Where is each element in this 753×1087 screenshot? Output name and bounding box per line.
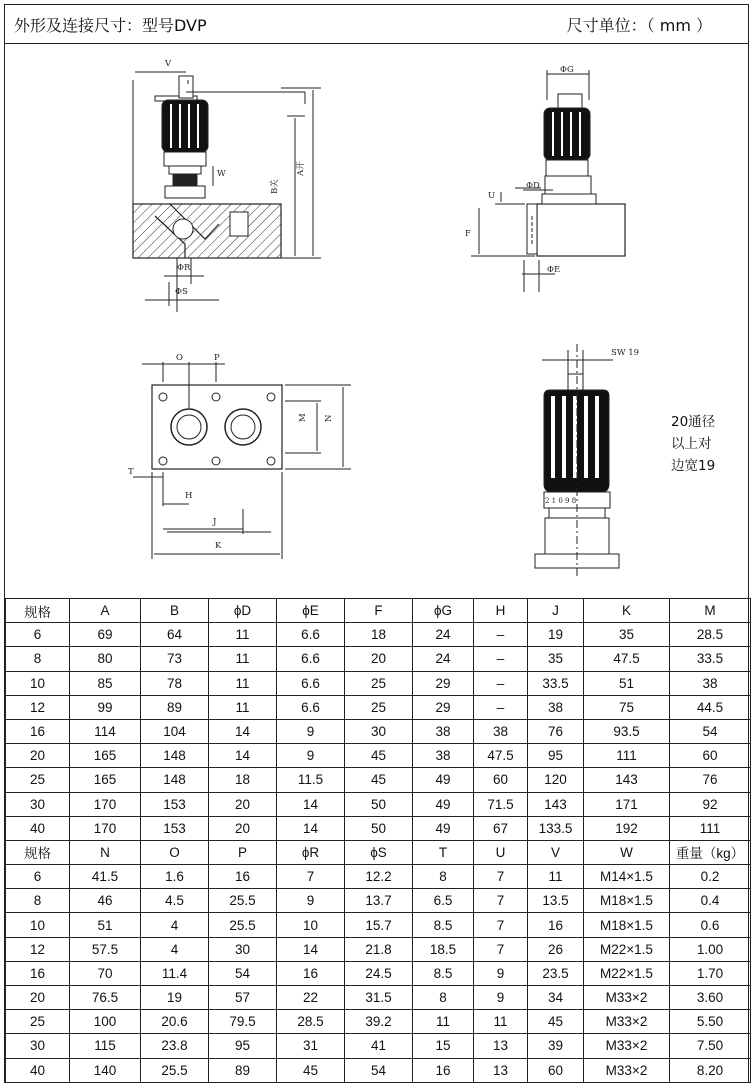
table-row [6, 623, 751, 647]
table-cell: 16 [277, 961, 345, 985]
table-cell: 1.00 [670, 937, 751, 961]
table-cell: 14 [277, 816, 345, 840]
table-cell: 60 [474, 768, 528, 792]
header [5, 5, 748, 44]
table-cell: 16 [528, 913, 584, 937]
table-cell: 11 [209, 623, 277, 647]
table-cell: 11 [413, 1010, 474, 1034]
table-cell: M18×1.5 [584, 889, 670, 913]
table-cell: 92 [670, 792, 751, 816]
table-cell: 170 [70, 792, 141, 816]
table-cell: 29 [413, 695, 474, 719]
table-cell: 41.5 [70, 865, 141, 889]
table-cell: 28.5 [670, 623, 751, 647]
table-cell: 11 [528, 865, 584, 889]
table-cell: 10 [6, 913, 70, 937]
table-cell: 13.7 [345, 889, 413, 913]
table-cell: 13 [474, 1058, 528, 1082]
table-cell: 69 [70, 623, 141, 647]
table-cell: 5.50 [670, 1010, 751, 1034]
table-cell: 153 [141, 792, 209, 816]
spec-sheet [4, 4, 749, 1083]
label-K: K [215, 541, 222, 551]
table-cell: M22×1.5 [584, 961, 670, 985]
table-cell: 73 [141, 647, 209, 671]
table-cell: 31 [277, 1034, 345, 1058]
table-cell: M33×2 [584, 1058, 670, 1082]
table-cell: M [670, 599, 751, 623]
table-cell: 25.5 [141, 1058, 209, 1082]
dial-scale: 2 1 0 9 8 [545, 497, 577, 505]
label-P: P [214, 353, 220, 363]
table-cell: 49 [413, 768, 474, 792]
table-cell: 20 [6, 744, 70, 768]
table-cell: 25.5 [209, 889, 277, 913]
table-cell: 30 [345, 719, 413, 743]
table-cell: M22×1.5 [584, 937, 670, 961]
table-cell: 38 [670, 671, 751, 695]
table-cell: 25 [345, 695, 413, 719]
table-cell: U [474, 840, 528, 864]
table-cell: 18 [209, 768, 277, 792]
table-cell: 1.70 [670, 961, 751, 985]
table-row [6, 647, 751, 671]
table-cell: 75 [584, 695, 670, 719]
table-cell: 11 [474, 1010, 528, 1034]
table-cell: 4.5 [141, 889, 209, 913]
table-cell: 93.5 [584, 719, 670, 743]
table-cell: 13.5 [528, 889, 584, 913]
table-cell: 9 [277, 744, 345, 768]
table-cell: 6.6 [277, 695, 345, 719]
table-cell: 8 [413, 986, 474, 1010]
table-cell: 21.8 [345, 937, 413, 961]
table-cell: 20 [209, 816, 277, 840]
table-cell: 115 [70, 1034, 141, 1058]
table-cell: 9 [474, 986, 528, 1010]
dimension-table [5, 598, 751, 1083]
table-row [6, 816, 751, 840]
table-cell: 38 [413, 719, 474, 743]
table-cell: 34 [528, 986, 584, 1010]
label-U: U [488, 191, 496, 201]
table-cell: 99 [70, 695, 141, 719]
table-cell: 89 [209, 1058, 277, 1082]
table-cell: 8.5 [413, 961, 474, 985]
table-cell: 8.20 [670, 1058, 751, 1082]
table-cell: 30 [209, 937, 277, 961]
note-line-1: 20通径 [671, 414, 716, 430]
table-cell: 15 [413, 1034, 474, 1058]
table-row [6, 937, 751, 961]
table-cell: 79.5 [209, 1010, 277, 1034]
table-cell: ϕE [277, 599, 345, 623]
table-cell: 6.5 [413, 889, 474, 913]
table-cell: 7.50 [670, 1034, 751, 1058]
table-cell: B [141, 599, 209, 623]
table-cell: 38 [413, 744, 474, 768]
table-cell: 14 [277, 792, 345, 816]
table-cell: 45 [277, 1058, 345, 1082]
label-phiE: ΦE [547, 265, 561, 275]
table-cell: ϕS [345, 840, 413, 864]
table-cell: 3.60 [670, 986, 751, 1010]
table-cell: 70 [70, 961, 141, 985]
table-cell: 7 [474, 865, 528, 889]
table-cell: 50 [345, 792, 413, 816]
table-cell: 6.6 [277, 623, 345, 647]
table-cell: 28.5 [277, 1010, 345, 1034]
table-row [6, 1058, 751, 1082]
table-cell: 104 [141, 719, 209, 743]
table-cell: M14×1.5 [584, 865, 670, 889]
table-cell: 11 [209, 695, 277, 719]
table-header-row [6, 599, 751, 623]
table-cell: 25 [6, 1010, 70, 1034]
table-cell: 31.5 [345, 986, 413, 1010]
table-cell: K [584, 599, 670, 623]
table-cell: O [141, 840, 209, 864]
table-cell: 16 [413, 1058, 474, 1082]
table-cell: 18 [345, 623, 413, 647]
table-cell: 95 [209, 1034, 277, 1058]
table-cell: 4 [141, 913, 209, 937]
table-body [6, 599, 751, 1083]
label-A-open: A开 [296, 161, 306, 176]
table-cell: 78 [141, 671, 209, 695]
table-row [6, 671, 751, 695]
table-cell: 0.2 [670, 865, 751, 889]
table-cell: 8.5 [413, 913, 474, 937]
table-cell: 11 [209, 647, 277, 671]
table-cell: 29 [413, 671, 474, 695]
table-row [6, 1010, 751, 1034]
table-cell: 6 [6, 623, 70, 647]
table-cell: 76 [528, 719, 584, 743]
table-cell: 44.5 [670, 695, 751, 719]
table-cell: 24 [413, 647, 474, 671]
table-cell: 8 [6, 647, 70, 671]
table-cell: 40 [6, 816, 70, 840]
table-cell: – [474, 671, 528, 695]
label-W: W [217, 169, 226, 179]
table-cell: 0.4 [670, 889, 751, 913]
table-cell: 23.8 [141, 1034, 209, 1058]
table-row [6, 889, 751, 913]
table-cell: 170 [70, 816, 141, 840]
table-cell: 143 [528, 792, 584, 816]
table-cell: M33×2 [584, 1010, 670, 1034]
table-cell: ϕD [209, 599, 277, 623]
table-cell: A [70, 599, 141, 623]
table-cell: 67 [474, 816, 528, 840]
table-cell: 148 [141, 768, 209, 792]
label-T: T [128, 467, 134, 477]
table-cell: 54 [209, 961, 277, 985]
table-cell: 71.5 [474, 792, 528, 816]
table-cell: 规格 [6, 599, 70, 623]
table-cell: 41 [345, 1034, 413, 1058]
table-cell: N [70, 840, 141, 864]
table-cell: 76 [670, 768, 751, 792]
table-cell: 47.5 [584, 647, 670, 671]
table-cell: 11 [209, 671, 277, 695]
table-cell: 12.2 [345, 865, 413, 889]
section-view [133, 72, 321, 312]
table-cell: 10 [277, 913, 345, 937]
table-cell: P [209, 840, 277, 864]
table-cell: 47.5 [474, 744, 528, 768]
table-row [6, 719, 751, 743]
label-H: H [185, 491, 193, 501]
table-cell: 35 [584, 623, 670, 647]
table-row [6, 913, 751, 937]
table-cell: 38 [474, 719, 528, 743]
table-cell: 35 [528, 647, 584, 671]
unit-label: 尺寸单位：（ mm ） [566, 16, 712, 35]
table-row [6, 986, 751, 1010]
table-cell: 12 [6, 695, 70, 719]
label-SW: SW 19 [611, 348, 640, 358]
table-cell: 6.6 [277, 647, 345, 671]
table-cell: ϕR [277, 840, 345, 864]
table-cell: 133.5 [528, 816, 584, 840]
side-view [471, 70, 625, 292]
table-cell: 18.5 [413, 937, 474, 961]
table-cell: 11.4 [141, 961, 209, 985]
table-cell: 39 [528, 1034, 584, 1058]
table-cell: 24.5 [345, 961, 413, 985]
table-cell: 57.5 [70, 937, 141, 961]
table-cell: 23.5 [528, 961, 584, 985]
label-phiG: ΦG [560, 65, 574, 75]
table-cell: 49 [413, 792, 474, 816]
table-cell: 57 [209, 986, 277, 1010]
table-cell: 45 [345, 768, 413, 792]
table-cell: 9 [277, 719, 345, 743]
table-cell: 165 [70, 768, 141, 792]
table-cell: 19 [141, 986, 209, 1010]
table-cell: 24 [413, 623, 474, 647]
table-cell: 46 [70, 889, 141, 913]
table-cell: J [528, 599, 584, 623]
table-cell: 38 [528, 695, 584, 719]
label-V: V [165, 59, 172, 69]
table-cell: ϕG [413, 599, 474, 623]
table-cell: 7 [474, 889, 528, 913]
table-cell: F [345, 599, 413, 623]
table-cell: W [584, 840, 670, 864]
table-cell: 9 [474, 961, 528, 985]
table-cell: 33.5 [528, 671, 584, 695]
table-cell: 22 [277, 986, 345, 1010]
table-cell: 80 [70, 647, 141, 671]
table-cell: 60 [528, 1058, 584, 1082]
table-cell: H [474, 599, 528, 623]
table-row [6, 1034, 751, 1058]
table-cell: 165 [70, 744, 141, 768]
table-cell: 20.6 [141, 1010, 209, 1034]
handwheel-view [535, 344, 619, 576]
table-cell: – [474, 623, 528, 647]
label-phiD: ΦD [526, 181, 540, 191]
table-cell: 143 [584, 768, 670, 792]
table-cell: 30 [6, 792, 70, 816]
table-cell: 15.7 [345, 913, 413, 937]
label-phiS: ΦS [175, 287, 188, 297]
table-cell: 8 [413, 865, 474, 889]
table-cell: 148 [141, 744, 209, 768]
table-cell: 60 [670, 744, 751, 768]
table-cell: 45 [345, 744, 413, 768]
table-row [6, 865, 751, 889]
table-row [6, 744, 751, 768]
table-cell: 111 [584, 744, 670, 768]
table-cell: 26 [528, 937, 584, 961]
table-cell: 171 [584, 792, 670, 816]
table-cell: V [528, 840, 584, 864]
table-cell: 4 [141, 937, 209, 961]
table-row [6, 961, 751, 985]
table-cell: – [474, 647, 528, 671]
table-cell: 89 [141, 695, 209, 719]
table-cell: 19 [528, 623, 584, 647]
table-cell: 51 [70, 913, 141, 937]
table-cell: 25.5 [209, 913, 277, 937]
table-cell: 12 [6, 937, 70, 961]
table-row [6, 768, 751, 792]
table-cell: 54 [345, 1058, 413, 1082]
note-line-2: 以上对 [671, 436, 712, 452]
table-cell: 76.5 [70, 986, 141, 1010]
table-cell: 39.2 [345, 1010, 413, 1034]
table-cell: M18×1.5 [584, 913, 670, 937]
table-cell: 0.6 [670, 913, 751, 937]
table-row [6, 792, 751, 816]
table-cell: 114 [70, 719, 141, 743]
table-cell: 6.6 [277, 671, 345, 695]
table-cell: 7 [474, 937, 528, 961]
plan-view [133, 362, 351, 559]
table-cell: 11.5 [277, 768, 345, 792]
table-cell: 16 [6, 961, 70, 985]
table-cell: 25 [6, 768, 70, 792]
table-cell: 7 [277, 865, 345, 889]
table-cell: 重量（kg） [670, 840, 751, 864]
table-cell: 85 [70, 671, 141, 695]
table-cell: M33×2 [584, 986, 670, 1010]
table-cell: 20 [6, 986, 70, 1010]
table-cell: 120 [528, 768, 584, 792]
dimension-drawing [5, 44, 748, 598]
table-cell: 153 [141, 816, 209, 840]
label-F: F [465, 229, 471, 239]
table-cell: 54 [670, 719, 751, 743]
table-cell: 20 [345, 647, 413, 671]
table-cell: 9 [277, 889, 345, 913]
table-cell: 33.5 [670, 647, 751, 671]
table-cell: 25 [345, 671, 413, 695]
table-cell: 95 [528, 744, 584, 768]
table-cell: 50 [345, 816, 413, 840]
label-B-close: B关 [270, 179, 280, 194]
table-cell: 20 [209, 792, 277, 816]
label-O: O [176, 353, 183, 363]
table-header-row [6, 840, 751, 864]
table-cell: 13 [474, 1034, 528, 1058]
table-cell: 7 [474, 913, 528, 937]
table-cell: 40 [6, 1058, 70, 1082]
table-cell: 111 [670, 816, 751, 840]
table-cell: 14 [277, 937, 345, 961]
table-cell: 51 [584, 671, 670, 695]
table-cell: 10 [6, 671, 70, 695]
table-cell: 14 [209, 719, 277, 743]
table-cell: M33×2 [584, 1034, 670, 1058]
label-M: M [298, 413, 308, 422]
table-cell: T [413, 840, 474, 864]
table-cell: 192 [584, 816, 670, 840]
page-title: 外形及连接尺寸：型号DVP [14, 16, 207, 35]
label-N: N [324, 414, 334, 422]
table-cell: – [474, 695, 528, 719]
note-line-3: 边宽19 [671, 458, 716, 474]
table-cell: 8 [6, 889, 70, 913]
table-cell: 100 [70, 1010, 141, 1034]
table-cell: 49 [413, 816, 474, 840]
label-J: J [213, 517, 217, 527]
table-cell: 1.6 [141, 865, 209, 889]
table-cell: 16 [209, 865, 277, 889]
table-row [6, 695, 751, 719]
flat-width-note [671, 411, 741, 477]
table-cell: 16 [6, 719, 70, 743]
table-cell: 规格 [6, 840, 70, 864]
table-cell: 64 [141, 623, 209, 647]
table-cell: 30 [6, 1034, 70, 1058]
table-cell: 140 [70, 1058, 141, 1082]
table-cell: 6 [6, 865, 70, 889]
label-phiR: ΦR [177, 263, 191, 273]
table-cell: 14 [209, 744, 277, 768]
table-cell: 45 [528, 1010, 584, 1034]
